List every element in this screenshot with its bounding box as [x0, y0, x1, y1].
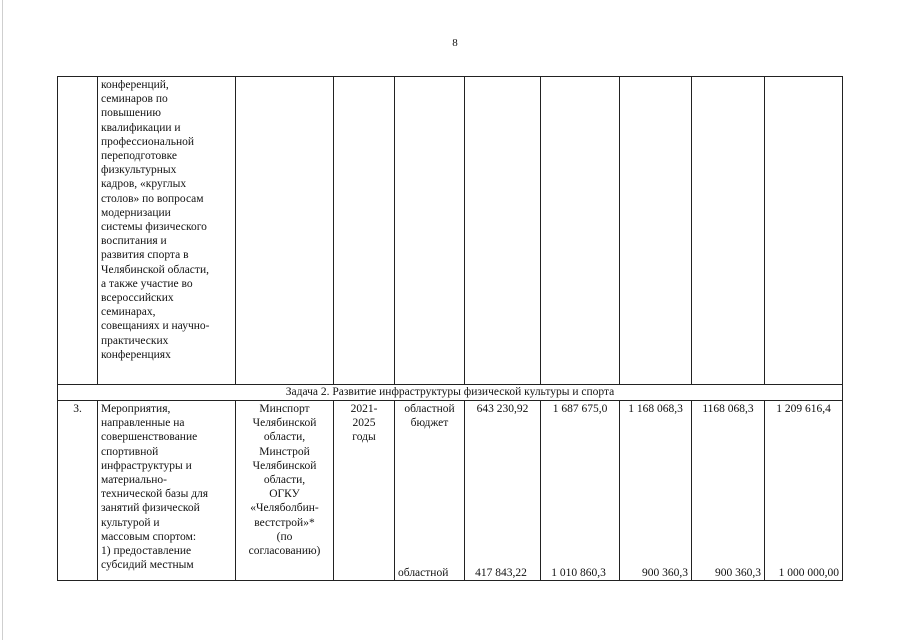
description-line: совершенствование [101, 431, 198, 444]
period-line: 2021- [350, 403, 378, 415]
cell-value-5 [765, 77, 843, 385]
cell-value-2 [541, 77, 620, 385]
executor-line: вестстрой»* [254, 516, 315, 529]
executor-line: Минспорт [259, 403, 310, 415]
description-line: воспитания и [101, 235, 167, 248]
cell-value-4 [692, 77, 765, 385]
value-total-2: 1 687 675,0 [552, 403, 608, 415]
value-total-5: 1 209 616,4 [776, 403, 831, 415]
description-line: Челябинской области, [101, 263, 209, 276]
description-line: Мероприятия, [101, 403, 171, 415]
program-table [57, 76, 843, 581]
task-heading-row [58, 385, 843, 401]
description-line: повышению [101, 107, 161, 120]
description-line: технической базы для [101, 488, 209, 501]
cell-source [395, 77, 465, 385]
description-line: развития спорта в [101, 249, 189, 262]
executor-line: (по [276, 530, 293, 543]
row-source [395, 401, 465, 581]
description-line: конференциях [101, 348, 171, 361]
value-sub-4: 900 360,3 [715, 566, 761, 579]
row-value-5 [765, 401, 843, 581]
description-line: семинарах, [101, 306, 156, 319]
description-line: практических [101, 334, 169, 347]
executor-line: Челябинской [252, 459, 317, 472]
executor-line: Минстрой [259, 445, 310, 458]
executor-line: согласованию) [248, 545, 321, 558]
executor-line: области, [263, 474, 306, 487]
cell-executors [236, 77, 334, 385]
description-line: квалификации и [101, 121, 181, 134]
row-period [334, 401, 395, 581]
cell-period [334, 77, 395, 385]
page-edge-line [2, 0, 3, 640]
description-line: кадров, «круглых [101, 178, 187, 191]
row-source-sub: областной [398, 566, 449, 579]
row-number: 3. [58, 401, 98, 581]
description-line: семинаров по [101, 93, 168, 106]
description-line: спортивной [101, 445, 159, 458]
description-line: переподготовке [101, 150, 178, 163]
table-row [58, 401, 843, 581]
description-line: субсидий местным [101, 559, 194, 572]
value-total-4: 1168 068,3 [702, 403, 754, 415]
description-line: конференций, [101, 79, 169, 91]
period-line: 2025 [352, 417, 376, 430]
description-line: инфраструктуры и [101, 459, 192, 472]
period-line: годы [352, 431, 376, 444]
description-line: системы физического [101, 221, 207, 234]
cell-description [98, 77, 236, 385]
row-description [98, 401, 236, 581]
value-sub-5: 1 000 000,00 [778, 566, 839, 579]
executor-line: области, [263, 431, 306, 444]
description-line: 1) предоставление [101, 545, 192, 558]
row-value-4 [692, 401, 765, 581]
executor-line: Челябинской [252, 417, 317, 430]
row-executors [236, 401, 334, 581]
cell-number [58, 77, 98, 385]
value-total-3: 1 168 068,3 [628, 403, 683, 415]
value-total-1: 643 230,92 [476, 403, 529, 415]
executor-line: «Челяболбин- [250, 502, 319, 515]
row-value-1 [465, 401, 541, 581]
description-line: культурой и [101, 516, 160, 529]
description-line: занятий физической [101, 502, 200, 515]
page-number: 8 [452, 37, 458, 49]
description-line: материально- [101, 474, 167, 487]
description-line: модернизации [101, 206, 171, 219]
row-value-2 [541, 401, 620, 581]
description-line: массовым спортом: [101, 530, 197, 543]
description-line: а также участие во [101, 277, 193, 290]
description-line: всероссийских [101, 292, 174, 305]
value-sub-1: 417 843,22 [475, 566, 527, 579]
description-line: направленные на [101, 417, 185, 430]
continuation-row [58, 77, 843, 385]
description-line: физкультурных [101, 164, 177, 177]
source-line: областной [404, 403, 455, 415]
description-line: профессиональной [101, 135, 195, 148]
source-line: бюджет [410, 417, 449, 430]
row-value-3 [620, 401, 692, 581]
value-sub-2: 1 010 860,3 [551, 566, 606, 579]
task-heading: Задача 2. Развитие инфраструктуры физической культуры и спорта [58, 385, 843, 401]
executor-line: ОГКУ [269, 488, 300, 501]
value-sub-3: 900 360,3 [642, 566, 688, 579]
cell-value-1 [465, 77, 541, 385]
description-line: совещаниях и научно- [101, 320, 210, 333]
description-line: столов» по вопросам [101, 192, 204, 205]
cell-value-3 [620, 77, 692, 385]
